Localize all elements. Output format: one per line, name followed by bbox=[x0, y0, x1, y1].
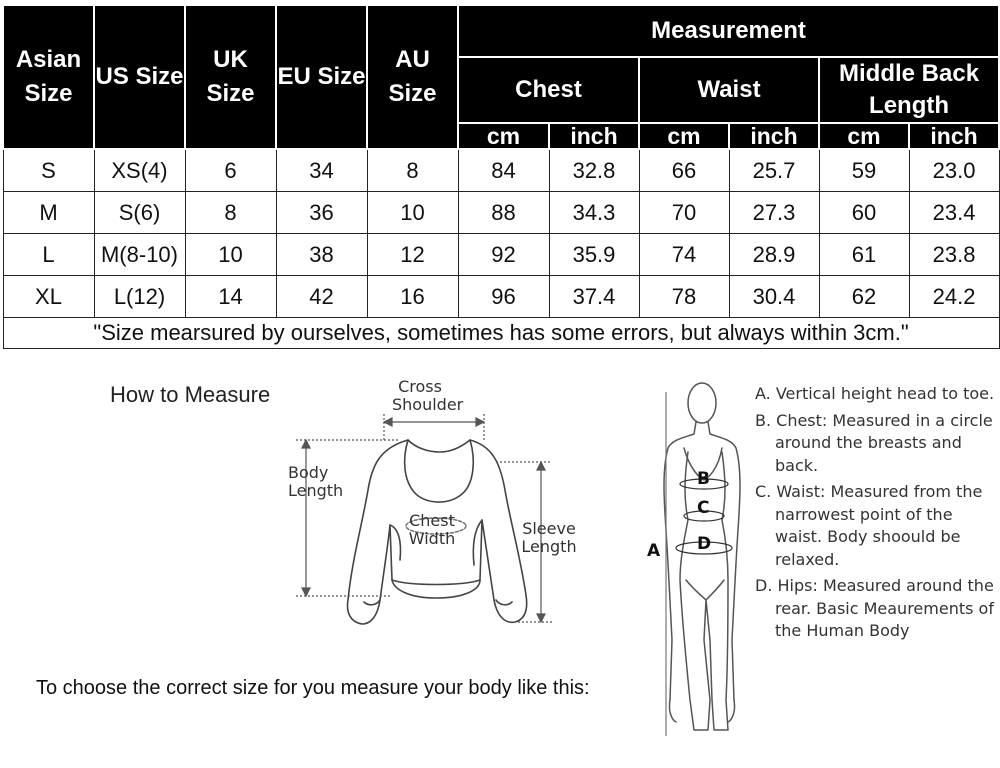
step-b: B. Chest: Measured in a circle around the breasts and back. bbox=[755, 410, 993, 475]
body-letter-d: D bbox=[697, 534, 712, 554]
step-a: A. Vertical height head to toe. bbox=[755, 384, 995, 403]
table-cell: 88 bbox=[458, 192, 549, 234]
table-cell: 96 bbox=[458, 276, 549, 318]
table-cell: 12 bbox=[367, 234, 458, 276]
choose-size-instruction: To choose the correct size for you measure your body like this: bbox=[36, 677, 590, 699]
header-us-size: US Size bbox=[94, 5, 185, 149]
body-letter-a: A bbox=[647, 541, 661, 561]
table-cell: 24.2 bbox=[909, 276, 999, 318]
table-cell: 84 bbox=[458, 149, 549, 192]
header-chest-inch: inch bbox=[549, 123, 639, 149]
table-cell: 74 bbox=[639, 234, 729, 276]
header-uk-size: UK Size bbox=[185, 5, 276, 149]
body-letter-b: B bbox=[697, 469, 710, 489]
header-back-cm: cm bbox=[819, 123, 909, 149]
table-cell: 70 bbox=[639, 192, 729, 234]
table-cell: 23.8 bbox=[909, 234, 999, 276]
table-cell: M bbox=[3, 192, 94, 234]
step-d: D. Hips: Measured around the rear. Basic Meaurements of the Human Body bbox=[755, 576, 994, 640]
header-back-inch: inch bbox=[909, 123, 999, 149]
body-measure-lines bbox=[666, 392, 732, 736]
table-cell: 6 bbox=[185, 149, 276, 192]
table-cell: 27.3 bbox=[729, 192, 819, 234]
header-waist-cm: cm bbox=[639, 123, 729, 149]
table-cell: 10 bbox=[367, 192, 458, 234]
body-figure-illustration bbox=[664, 383, 740, 730]
measurement-steps bbox=[755, 383, 995, 647]
table-cell: 8 bbox=[185, 192, 276, 234]
header-waist: Waist bbox=[639, 57, 819, 123]
table-cell: 78 bbox=[639, 276, 729, 318]
header-au-size: AU Size bbox=[367, 5, 458, 149]
table-cell: 59 bbox=[819, 149, 909, 192]
table-cell: S bbox=[3, 149, 94, 192]
table-cell: 38 bbox=[276, 234, 367, 276]
table-cell: 23.0 bbox=[909, 149, 999, 192]
table-cell: 35.9 bbox=[549, 234, 639, 276]
header-eu-size: EU Size bbox=[276, 5, 367, 149]
table-cell: XS(4) bbox=[94, 149, 185, 192]
table-cell: S(6) bbox=[94, 192, 185, 234]
table-cell: 32.8 bbox=[549, 149, 639, 192]
how-to-measure-title: How to Measure bbox=[110, 382, 271, 407]
body-letter-c: C bbox=[697, 498, 710, 518]
table-cell: 23.4 bbox=[909, 192, 999, 234]
header-waist-inch: inch bbox=[729, 123, 819, 149]
table-cell: L(12) bbox=[94, 276, 185, 318]
table-cell: 60 bbox=[819, 192, 909, 234]
table-cell: 10 bbox=[185, 234, 276, 276]
step-c: C. Waist: Measured from the narrowest point of the waist. Body shoould be relaxed. bbox=[755, 482, 983, 569]
table-cell: XL bbox=[3, 276, 94, 318]
table-note: "Size mearsured by ourselves, sometimes has some errors, but always within 3cm." bbox=[3, 318, 999, 349]
cross-shoulder-label: Cross Shoulder bbox=[392, 377, 464, 414]
header-measurement: Measurement bbox=[458, 5, 999, 57]
table-cell: 36 bbox=[276, 192, 367, 234]
table-cell: 28.9 bbox=[729, 234, 819, 276]
table-cell: 34.3 bbox=[549, 192, 639, 234]
table-cell: 66 bbox=[639, 149, 729, 192]
body-length-label: Body Length bbox=[288, 463, 344, 500]
table-cell: 8 bbox=[367, 149, 458, 192]
table-cell: L bbox=[3, 234, 94, 276]
chest-width-label: Chest Width bbox=[408, 511, 456, 548]
table-cell: 34 bbox=[276, 149, 367, 192]
table-cell: 62 bbox=[819, 276, 909, 318]
table-cell: 14 bbox=[185, 276, 276, 318]
header-chest-cm: cm bbox=[458, 123, 549, 149]
table-cell: 37.4 bbox=[549, 276, 639, 318]
header-asian-size: Asian Size bbox=[3, 5, 94, 149]
table-cell: 42 bbox=[276, 276, 367, 318]
table-cell: 16 bbox=[367, 276, 458, 318]
header-chest: Chest bbox=[458, 57, 639, 123]
sleeve-length-label: Sleeve Length bbox=[521, 519, 577, 556]
table-cell: M(8-10) bbox=[94, 234, 185, 276]
table-cell: 30.4 bbox=[729, 276, 819, 318]
table-cell: 25.7 bbox=[729, 149, 819, 192]
header-middle-back-length: Middle Back Length bbox=[819, 57, 999, 123]
table-cell: 61 bbox=[819, 234, 909, 276]
table-cell: 92 bbox=[458, 234, 549, 276]
